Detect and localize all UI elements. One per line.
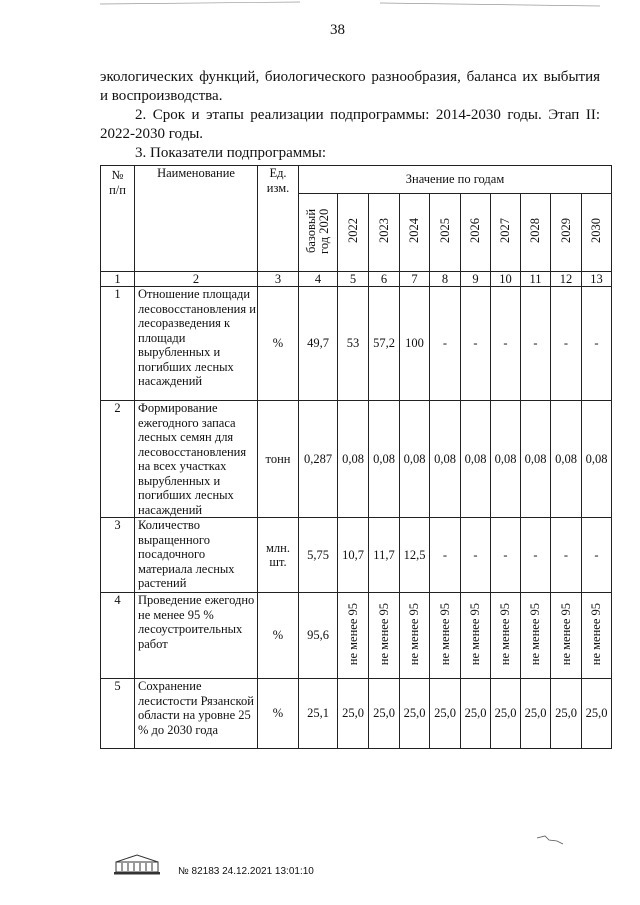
column-index: 5 (338, 272, 369, 287)
indicator-value: 25,0 (491, 679, 521, 749)
column-index: 11 (521, 272, 551, 287)
indicator-name: Проведение ежегодно не менее 95 % лесоустроительных работ (135, 593, 258, 679)
indicator-value: 0,08 (491, 401, 521, 518)
indicator-value-text: не менее 95 (528, 602, 542, 665)
indicator-value: 49,7 (299, 287, 338, 401)
indicator-value-text: не менее 95 (498, 602, 512, 665)
indicator-value: - (582, 518, 612, 593)
indicator-value: - (551, 518, 582, 593)
indicator-unit: % (258, 679, 299, 749)
column-index: 8 (430, 272, 461, 287)
indicator-value (491, 593, 521, 679)
header-unit: Ед. изм. (258, 166, 299, 272)
indicator-value: - (521, 287, 551, 401)
indicator-value: 25,0 (369, 679, 400, 749)
header-year: 2024 (400, 194, 430, 272)
indicator-value: - (430, 518, 461, 593)
header-year: 2029 (551, 194, 582, 272)
indicator-value (582, 593, 612, 679)
column-index: 4 (299, 272, 338, 287)
indicator-value-text: не менее 95 (437, 602, 452, 665)
indicator-value (551, 593, 582, 679)
government-building-logo (112, 853, 162, 875)
indicator-value: 0,08 (430, 401, 461, 518)
indicator-value: 100 (400, 287, 430, 401)
indicator-unit: тонн (258, 401, 299, 518)
table-row (101, 401, 612, 518)
table-row (101, 287, 612, 401)
indicator-value: - (551, 287, 582, 401)
indicator-value: 25,0 (521, 679, 551, 749)
column-index: 2 (135, 272, 258, 287)
indicator-name: Количество выращенного посадочного материала лесных растений (135, 518, 258, 593)
column-index: 9 (461, 272, 491, 287)
indicator-value: 5,75 (299, 518, 338, 593)
header-year: 2028 (521, 194, 551, 272)
row-number: 4 (101, 593, 135, 679)
paragraph-line: 2. Срок и этапы реализации подпрограммы: 2014-2030 годы. Этап II: (135, 107, 600, 123)
indicator-value: 25,0 (338, 679, 369, 749)
indicator-value (521, 593, 551, 679)
indicator-value: 25,1 (299, 679, 338, 749)
paragraph-line: экологических функций, биологического разнообразия, баланса их выбытия (100, 69, 600, 85)
column-index: 12 (551, 272, 582, 287)
indicator-value: 0,287 (299, 401, 338, 518)
indicator-value: 25,0 (582, 679, 612, 749)
indicator-value-text: не менее 95 (376, 602, 391, 665)
row-number: 1 (101, 287, 135, 401)
indicator-value: - (430, 287, 461, 401)
header-year: базовый год 2020 (299, 194, 338, 272)
registration-stamp: № 82183 24.12.2021 13:01:10 (178, 866, 314, 877)
indicator-value: 0,08 (582, 401, 612, 518)
section-heading: 3. Показатели подпрограммы: (135, 145, 327, 161)
scan-edge-mark (0, 0, 640, 12)
indicator-value: 25,0 (430, 679, 461, 749)
indicator-name: Формирование ежегодного запаса лесных семян для лесовосстановления на всех участках вырубленных и погибших лесных насаждений (135, 401, 258, 518)
indicator-value: 95,6 (299, 593, 338, 679)
indicator-value: - (461, 518, 491, 593)
indicator-value (369, 593, 400, 679)
indicator-value: 0,08 (551, 401, 582, 518)
indicator-value: 10,7 (338, 518, 369, 593)
column-index: 1 (101, 272, 135, 287)
indicators-table (100, 165, 612, 749)
row-number: 5 (101, 679, 135, 749)
header-year: 2023 (369, 194, 400, 272)
page-number: 38 (330, 22, 345, 38)
indicator-value: - (461, 287, 491, 401)
header-values-by-year: Значение по годам (299, 166, 612, 194)
header-year: 2026 (461, 194, 491, 272)
column-index: 7 (400, 272, 430, 287)
indicator-value: 0,08 (400, 401, 430, 518)
indicator-unit: % (258, 287, 299, 401)
header-name: Наименование (135, 166, 258, 272)
indicator-unit: млн. шт. (258, 518, 299, 593)
table-row (101, 593, 612, 679)
indicator-value: 25,0 (400, 679, 430, 749)
indicator-value-text: не менее 95 (345, 602, 360, 665)
indicator-name: Сохранение лесистости Рязанской области на уровне 25 % до 2030 года (135, 679, 258, 749)
indicator-value: 0,08 (521, 401, 551, 518)
indicator-value: 25,0 (461, 679, 491, 749)
indicator-value (430, 593, 461, 679)
indicator-value: - (582, 287, 612, 401)
indicator-value: - (491, 287, 521, 401)
indicator-value-text: не менее 95 (407, 602, 421, 665)
indicator-value: 25,0 (551, 679, 582, 749)
indicator-value (338, 593, 369, 679)
indicator-value: - (491, 518, 521, 593)
paragraph-line: 2022-2030 годы. (100, 126, 204, 142)
indicator-value: 11,7 (369, 518, 400, 593)
header-year: 2025 (430, 194, 461, 272)
header-num: № п/п (101, 166, 135, 272)
indicator-value: 53 (338, 287, 369, 401)
row-number: 2 (101, 401, 135, 518)
header-year: 2022 (338, 194, 369, 272)
table-row (101, 518, 612, 593)
row-number: 3 (101, 518, 135, 593)
indicator-value (400, 593, 430, 679)
table-row (101, 679, 612, 749)
column-index: 3 (258, 272, 299, 287)
indicator-unit: % (258, 593, 299, 679)
indicator-value-text: не менее 95 (468, 602, 482, 665)
indicator-value: - (521, 518, 551, 593)
indicator-value (461, 593, 491, 679)
indicator-value-text: не менее 95 (558, 602, 573, 665)
indicator-value: 57,2 (369, 287, 400, 401)
scan-scribble (535, 832, 565, 846)
header-year: 2027 (491, 194, 521, 272)
column-index: 10 (491, 272, 521, 287)
paragraph-line: и воспроизводства. (100, 88, 223, 104)
indicator-name: Отношение площади лесовосстановления и лесоразведения к площади вырубленных и погибших лесных насаждений (135, 287, 258, 401)
indicator-value: 0,08 (369, 401, 400, 518)
column-index: 13 (582, 272, 612, 287)
column-index: 6 (369, 272, 400, 287)
indicator-value-text: не менее 95 (589, 602, 603, 665)
header-year: 2030 (582, 194, 612, 272)
indicator-value: 0,08 (338, 401, 369, 518)
indicator-value: 0,08 (461, 401, 491, 518)
indicator-value: 12,5 (400, 518, 430, 593)
